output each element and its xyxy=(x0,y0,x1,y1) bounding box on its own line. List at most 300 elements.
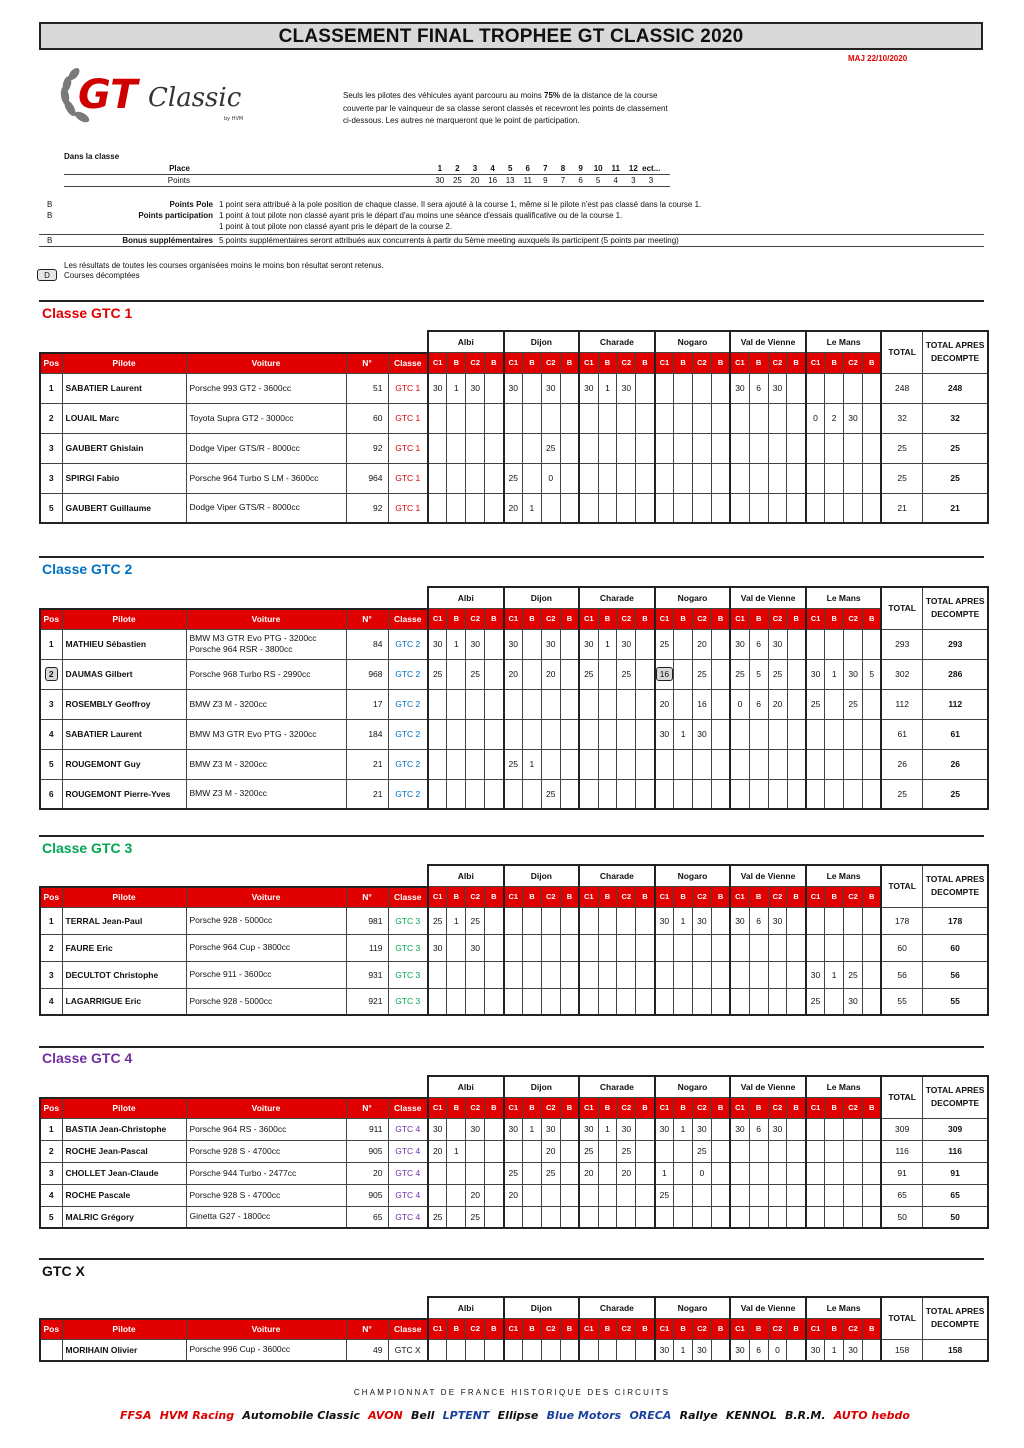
result-cell xyxy=(485,1184,504,1206)
result-cell xyxy=(636,779,655,809)
result-cell: 5 xyxy=(863,659,882,689)
class-cell: GTC 1 xyxy=(388,463,428,493)
result-cell xyxy=(636,1339,655,1361)
result-cell xyxy=(636,493,655,523)
result-cell: 30 xyxy=(655,1339,674,1361)
car-cell xyxy=(186,1118,346,1140)
table-row xyxy=(40,1140,988,1162)
result-cell xyxy=(787,1118,806,1140)
car-number: 92 xyxy=(346,433,388,463)
sub-header: C2 xyxy=(844,1098,863,1119)
result-cell xyxy=(560,988,579,1015)
result-cell: 1 xyxy=(674,719,693,749)
result-cell xyxy=(806,749,825,779)
result-cell xyxy=(749,779,768,809)
result-cell xyxy=(711,907,730,934)
car-cell xyxy=(186,779,346,809)
table-row xyxy=(40,1206,988,1228)
result-cell xyxy=(636,1162,655,1184)
column-header: Voiture xyxy=(186,609,346,630)
result-cell xyxy=(862,373,881,403)
result-cell xyxy=(541,403,560,433)
result-cell xyxy=(504,433,523,463)
total-apres-cell: 25 xyxy=(922,779,988,809)
result-cell: 6 xyxy=(749,1339,768,1361)
pos-cell: 3 xyxy=(40,463,62,493)
result-cell: 1 xyxy=(522,749,541,779)
points-cell: 16 xyxy=(488,176,498,185)
result-cell xyxy=(617,1339,636,1361)
result-cell: 1 xyxy=(447,629,466,659)
result-cell xyxy=(787,1140,806,1162)
driver-name: CHOLLET Jean-Claude xyxy=(62,1162,186,1184)
sub-header: B xyxy=(485,1319,504,1340)
result-cell xyxy=(787,934,806,961)
result-cell xyxy=(522,1206,541,1228)
result-cell xyxy=(806,779,825,809)
result-cell: 2 xyxy=(825,403,844,433)
sponsor-logo: FFSA xyxy=(120,1408,152,1422)
result-cell xyxy=(844,719,863,749)
result-cell xyxy=(541,689,560,719)
result-cell xyxy=(825,1184,844,1206)
car-name: BMW Z3 M - 3200cc xyxy=(189,788,267,799)
result-cell xyxy=(541,719,560,749)
table-row xyxy=(40,988,988,1015)
result-cell: 30 xyxy=(844,988,863,1015)
sub-header: B xyxy=(825,609,844,630)
driver-name: ROCHE Jean-Pascal xyxy=(62,1140,186,1162)
place-cell: 9 xyxy=(578,164,583,173)
result-cell: 30 xyxy=(730,907,749,934)
column-header: Pos xyxy=(40,353,62,374)
sub-header: C1 xyxy=(730,353,749,374)
header-spacer xyxy=(40,587,428,609)
result-cell xyxy=(598,689,617,719)
result-cell xyxy=(711,961,730,988)
result-cell xyxy=(504,689,523,719)
sub-header: C2 xyxy=(617,887,636,908)
result-cell xyxy=(485,629,504,659)
result-cell xyxy=(749,403,768,433)
result-cell xyxy=(844,907,863,934)
result-cell xyxy=(674,749,693,779)
sub-header: B xyxy=(485,1098,504,1119)
column-header: Voiture xyxy=(186,887,346,908)
total-apres-cell: 55 xyxy=(922,988,988,1015)
car-cell xyxy=(186,907,346,934)
result-cell xyxy=(466,689,485,719)
track-header: Nogaro xyxy=(655,587,731,609)
result-cell xyxy=(485,1118,504,1140)
car-number: 49 xyxy=(346,1339,388,1361)
car-number: 51 xyxy=(346,373,388,403)
result-cell xyxy=(560,1140,579,1162)
result-cell xyxy=(825,749,844,779)
result-cell xyxy=(428,961,447,988)
result-cell xyxy=(693,779,712,809)
column-header-row xyxy=(40,887,988,908)
total-cell: 178 xyxy=(881,907,922,934)
result-cell xyxy=(579,689,598,719)
section-divider xyxy=(39,1258,984,1260)
car-name: Porsche 996 Cup - 3600cc xyxy=(189,1344,291,1355)
track-header: Albi xyxy=(428,331,504,353)
total-apres-cell: 248 xyxy=(922,373,988,403)
total-cell: 55 xyxy=(881,988,922,1015)
sub-header: C1 xyxy=(504,1319,523,1340)
sub-header: B xyxy=(862,887,881,908)
sub-header: B xyxy=(522,1098,541,1119)
result-cell: 6 xyxy=(749,1118,768,1140)
result-cell xyxy=(711,1140,730,1162)
result-cell xyxy=(730,961,749,988)
sub-header: B xyxy=(825,1098,844,1119)
sub-header: B xyxy=(485,353,504,374)
page-title: CLASSEMENT FINAL TROPHEE GT CLASSIC 2020 xyxy=(39,22,983,50)
result-cell xyxy=(485,493,504,523)
result-cell xyxy=(617,907,636,934)
result-cell xyxy=(504,719,523,749)
result-cell: 1 xyxy=(825,659,844,689)
column-header: Voiture xyxy=(186,1098,346,1119)
result-cell xyxy=(485,463,504,493)
result-cell: 1 xyxy=(825,1339,844,1361)
result-cell: 30 xyxy=(428,934,447,961)
result-cell xyxy=(787,988,806,1015)
result-cell xyxy=(579,934,598,961)
column-header: Classe xyxy=(388,609,428,630)
result-cell xyxy=(560,493,579,523)
result-cell xyxy=(598,463,617,493)
result-cell xyxy=(504,403,523,433)
table-row xyxy=(40,403,988,433)
driver-name: GAUBERT Guillaume xyxy=(62,493,186,523)
result-cell: 30 xyxy=(504,1118,523,1140)
result-cell xyxy=(674,463,693,493)
total-header: TOTAL xyxy=(881,1076,922,1118)
result-cell xyxy=(598,1339,617,1361)
result-cell xyxy=(560,659,579,689)
result-cell: 6 xyxy=(749,629,768,659)
result-cell xyxy=(428,779,447,809)
result-cell xyxy=(447,988,466,1015)
track-header: Val de Vienne xyxy=(730,587,806,609)
intro-text: Seuls les pilotes des véhicules ayant parcouru au moins 75% de la distance de la course couverte par le vainqueur de sa classe seront classés et recevront les points de classement ci-dessous. Les autres ne marqueront que le point de participation. xyxy=(343,91,668,125)
svg-text:Classic: Classic xyxy=(148,83,242,113)
total-cell: 50 xyxy=(881,1206,922,1228)
result-cell xyxy=(674,934,693,961)
result-cell xyxy=(749,934,768,961)
track-header: Dijon xyxy=(504,865,580,887)
result-cell xyxy=(768,779,787,809)
car-number: 21 xyxy=(346,749,388,779)
result-cell xyxy=(806,493,825,523)
sub-header: B xyxy=(560,353,579,374)
driver-name: DAUMAS Gilbert xyxy=(62,659,186,689)
result-cell: 30 xyxy=(504,373,523,403)
result-cell xyxy=(787,1162,806,1184)
result-cell xyxy=(806,1118,825,1140)
sub-header: B xyxy=(825,887,844,908)
result-cell: 25 xyxy=(428,1206,447,1228)
result-cell xyxy=(617,433,636,463)
result-cell: 30 xyxy=(730,1339,749,1361)
class-cell: GTC 1 xyxy=(388,433,428,463)
result-cell xyxy=(617,779,636,809)
result-cell xyxy=(730,1140,749,1162)
driver-name: ROUGEMONT Pierre-Yves xyxy=(62,779,186,809)
pos-cell: 1 xyxy=(40,907,62,934)
table-row xyxy=(40,779,988,809)
track-header: Charade xyxy=(579,587,655,609)
result-cell xyxy=(692,433,711,463)
car-name: Porsche 911 - 3600cc xyxy=(189,969,272,979)
result-cell xyxy=(560,961,579,988)
section-title: Classe GTC 2 xyxy=(42,561,133,577)
rule-line xyxy=(39,234,984,247)
result-cell: 25 xyxy=(466,659,485,689)
result-cell xyxy=(598,659,617,689)
sub-header: B xyxy=(711,1319,730,1340)
result-cell xyxy=(522,689,541,719)
sub-header: C1 xyxy=(655,1098,674,1119)
result-cell xyxy=(428,403,447,433)
result-cell xyxy=(674,779,693,809)
sub-header: C2 xyxy=(692,1319,711,1340)
car-name: Porsche 964 RSR - 3800cc xyxy=(189,644,293,654)
result-cell xyxy=(428,988,447,1015)
result-cell xyxy=(598,719,617,749)
sub-header: B xyxy=(560,887,579,908)
result-cell xyxy=(636,403,655,433)
total-cell: 158 xyxy=(881,1339,922,1361)
result-cell xyxy=(579,961,598,988)
result-cell xyxy=(862,1162,881,1184)
result-cell xyxy=(711,403,730,433)
result-cell xyxy=(862,1339,881,1361)
sub-header: B xyxy=(787,353,806,374)
result-cell: 1 xyxy=(522,493,541,523)
column-header: N° xyxy=(346,1098,388,1119)
car-name: Porsche 944 Turbo - 2477cc xyxy=(189,1167,297,1178)
result-cell: 30 xyxy=(844,1339,863,1361)
result-cell xyxy=(541,907,560,934)
track-header: Dijon xyxy=(504,587,580,609)
result-cell xyxy=(655,779,674,809)
car-number: 911 xyxy=(346,1118,388,1140)
track-header: Nogaro xyxy=(655,865,731,887)
result-cell xyxy=(636,749,655,779)
result-cell: 30 xyxy=(692,1118,711,1140)
result-cell xyxy=(579,779,598,809)
result-cell xyxy=(692,934,711,961)
track-header-row xyxy=(40,331,988,353)
result-cell xyxy=(692,463,711,493)
result-cell xyxy=(806,1184,825,1206)
pos-cell: 1 xyxy=(40,629,62,659)
result-cell xyxy=(617,1184,636,1206)
result-cell xyxy=(825,1162,844,1184)
sub-header: C1 xyxy=(806,609,825,630)
result-cell xyxy=(749,433,768,463)
footer-title: CHAMPIONNAT DE FRANCE HISTORIQUE DES CIRCUITS xyxy=(353,1388,671,1397)
result-cell xyxy=(806,433,825,463)
result-cell xyxy=(636,988,655,1015)
result-cell xyxy=(730,1206,749,1228)
result-cell xyxy=(447,961,466,988)
total-apres-cell: 112 xyxy=(922,689,988,719)
total-apres-cell: 50 xyxy=(922,1206,988,1228)
result-cell xyxy=(806,934,825,961)
result-cell xyxy=(598,934,617,961)
standings-table xyxy=(39,864,989,1016)
sub-header: B xyxy=(598,1319,617,1340)
total-cell: 21 xyxy=(881,493,922,523)
track-header-row xyxy=(40,587,988,609)
car-number: 921 xyxy=(346,988,388,1015)
result-cell xyxy=(541,1184,560,1206)
sponsor-logo: KENNOL xyxy=(725,1408,777,1422)
rule-flag xyxy=(39,221,67,232)
total-apres-cell: 158 xyxy=(922,1339,988,1361)
result-cell xyxy=(655,934,674,961)
class-cell: GTC 1 xyxy=(388,493,428,523)
section-divider xyxy=(39,835,984,837)
result-cell: 30 xyxy=(579,373,598,403)
sub-header: C1 xyxy=(428,1098,447,1119)
sub-header: C1 xyxy=(806,353,825,374)
result-cell xyxy=(711,719,730,749)
pos-cell: 2 xyxy=(40,934,62,961)
track-header: Charade xyxy=(579,1297,655,1319)
result-cell xyxy=(862,1118,881,1140)
result-cell xyxy=(560,373,579,403)
sub-header: C2 xyxy=(768,353,787,374)
sponsor-logo: Automobile Classic xyxy=(242,1408,360,1422)
result-cell: 25 xyxy=(466,907,485,934)
result-cell xyxy=(787,463,806,493)
result-cell xyxy=(692,1206,711,1228)
result-cell xyxy=(806,373,825,403)
sub-header: C2 xyxy=(692,1098,711,1119)
sub-header: B xyxy=(711,1098,730,1119)
sub-header: B xyxy=(598,353,617,374)
car-name: Porsche 964 Turbo S LM - 3600cc xyxy=(189,472,319,483)
result-cell: 25 xyxy=(692,1140,711,1162)
result-cell xyxy=(598,1206,617,1228)
total-apres-cell: 56 xyxy=(922,961,988,988)
total-apres-cell: 25 xyxy=(922,463,988,493)
result-cell xyxy=(560,749,579,779)
driver-name: SABATIER Laurent xyxy=(62,373,186,403)
sub-header: C1 xyxy=(730,887,749,908)
car-number: 964 xyxy=(346,463,388,493)
result-cell xyxy=(730,779,749,809)
result-cell xyxy=(617,403,636,433)
total-apres-cell: 32 xyxy=(922,403,988,433)
total-apres-header: TOTAL APRES DECOMPTE xyxy=(922,1076,988,1118)
result-cell xyxy=(636,1184,655,1206)
sub-header: C1 xyxy=(428,1319,447,1340)
header-spacer xyxy=(40,1076,428,1098)
points-heading: Dans la classe xyxy=(64,152,120,161)
sub-header: B xyxy=(598,1098,617,1119)
result-cell xyxy=(466,749,485,779)
result-cell xyxy=(598,433,617,463)
sub-header: C1 xyxy=(428,887,447,908)
place-cell: 4 xyxy=(490,164,495,173)
car-number: 119 xyxy=(346,934,388,961)
result-cell xyxy=(579,403,598,433)
result-cell xyxy=(768,988,787,1015)
total-cell: 25 xyxy=(881,463,922,493)
pos-cell: 3 xyxy=(40,689,62,719)
result-cell: 30 xyxy=(579,629,598,659)
car-number: 968 xyxy=(346,659,388,689)
result-cell xyxy=(447,659,466,689)
sub-header: B xyxy=(787,1098,806,1119)
car-cell xyxy=(186,1339,346,1361)
car-name: BMW Z3 M - 3200cc xyxy=(189,698,267,709)
result-cell xyxy=(522,1140,541,1162)
result-cell xyxy=(504,961,523,988)
sub-header: C1 xyxy=(579,353,598,374)
result-cell xyxy=(636,463,655,493)
total-cell: 91 xyxy=(881,1162,922,1184)
result-cell xyxy=(485,779,504,809)
total-apres-cell: 309 xyxy=(922,1118,988,1140)
result-cell xyxy=(749,493,768,523)
sub-header: B xyxy=(485,609,504,630)
result-cell xyxy=(428,433,447,463)
sub-header: B xyxy=(522,353,541,374)
section-divider xyxy=(39,1046,984,1048)
column-header: Voiture xyxy=(186,353,346,374)
result-cell xyxy=(560,907,579,934)
sub-header: C2 xyxy=(617,609,636,630)
result-cell xyxy=(711,779,730,809)
result-cell xyxy=(768,934,787,961)
result-cell xyxy=(579,433,598,463)
sub-header: C1 xyxy=(504,609,523,630)
total-cell: 25 xyxy=(881,433,922,463)
result-cell: 25 xyxy=(768,659,787,689)
car-number: 17 xyxy=(346,689,388,719)
total-apres-cell: 21 xyxy=(922,493,988,523)
result-cell xyxy=(598,961,617,988)
car-name: Porsche 968 Turbo RS - 2990cc xyxy=(189,668,311,679)
result-cell: 6 xyxy=(749,689,768,719)
place-cell: ect... xyxy=(642,164,661,173)
track-header: Le Mans xyxy=(806,587,882,609)
sponsor-logo: Blue Motors xyxy=(546,1408,622,1422)
driver-name: ROUGEMONT Guy xyxy=(62,749,186,779)
class-cell: GTC 2 xyxy=(388,779,428,809)
car-number: 60 xyxy=(346,403,388,433)
sub-header: B xyxy=(749,1098,768,1119)
driver-name: ROCHE Pascale xyxy=(62,1184,186,1206)
track-header: Charade xyxy=(579,865,655,887)
pos-cell: 3 xyxy=(40,961,62,988)
result-cell xyxy=(598,749,617,779)
result-cell: 1 xyxy=(598,1118,617,1140)
rule-text: 1 point sera attribué à la pole position de chaque classe. Il sera ajouté à la course 1, même si le pilote n'est pas classé dans la course 1. xyxy=(219,200,702,209)
result-cell xyxy=(541,1339,560,1361)
track-header-row xyxy=(40,1297,988,1319)
result-cell xyxy=(862,1184,881,1206)
result-cell xyxy=(598,1162,617,1184)
